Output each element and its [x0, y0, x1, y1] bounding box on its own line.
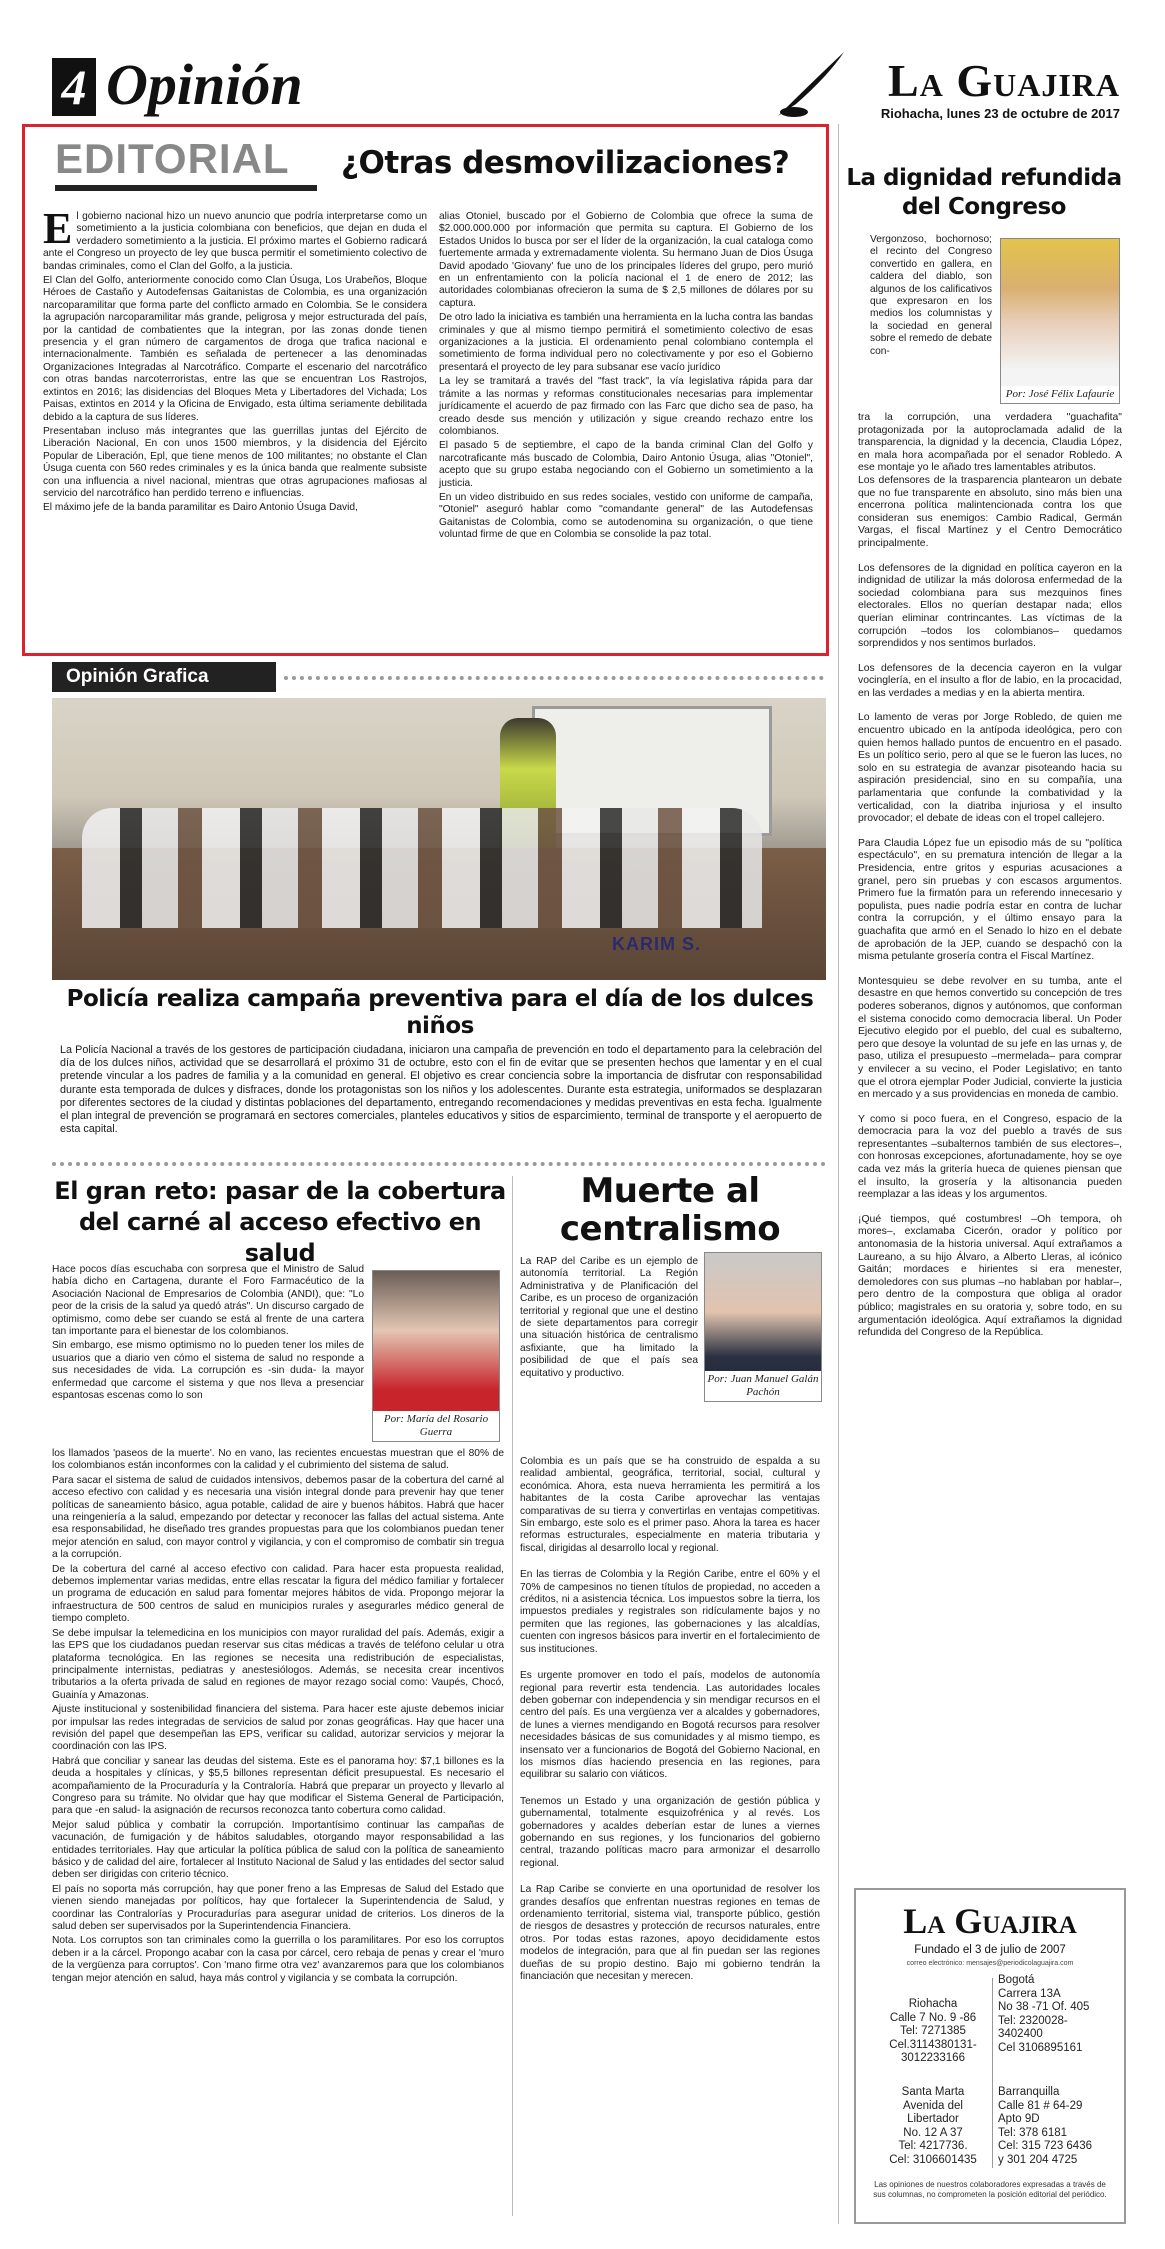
photo-shirt-text: KARIM S.	[612, 934, 701, 954]
office-city: Santa Marta	[901, 2086, 965, 2098]
muerte-paragraph: En las tierras de Colombia y la Región Caribe, entre el 60% y el 70% de campesinos no tienen títulos de propiedad, no acceden a créditos, ni a asistencia técnica. Los impuestos sobre la tierra, los impuestos prediales y registrales son ridículamente bajos y no permiten que las regiones, las gobernaciones y las alcaldías, cuenten con ingresos básicos para invertir en el fortalecimiento de sus instituciones.	[520, 1569, 820, 1655]
muerte-paragraph: La Rap Caribe se convierte en una oportunidad de resolver los grandes desafíos que enfrentan nuestras regiones en temas de ordenamiento territorial, sistema vial, transporte público, gestión de riesgos de desastres y protección de recursos naturales, entre otros. Por todas estas razones, apoyo decididamente estos modelos de integración, para que al fin puedan ser las regiones dueñas de su propio destino. Bajo mi gobierno tendrán la financiación que necesitan y merecen.	[520, 1884, 820, 1983]
editorial-dropcap: E	[43, 204, 73, 253]
office-city: Barranquilla	[998, 2086, 1060, 2098]
dignidad-paragraph: Los defensores de la decencia cayeron en la vulgar vocinglería, en el insulto a flor de labio, en la procacidad, en las verdades a medias y en la abierta mentira.	[858, 662, 1122, 699]
muerte-paragraph: Es urgente promover en todo el país, modelos de autonomía regional para revertir esta tendencia. Las autoridades locales deben gobernar con independencia y sin mendigar recursos en el centro del país. Es una vergüenza ver a alcaldes y gobernadores, de lunes a viernes mendigando en Bogotá recursos para resolver necesidades básicas de sus comunidades y al mismo tiempo, es insensato ver a funcionarios de Bogotá del Gobierno Nacional, en los mismos días haciendo presencia en las regiones, para equilibrar su salario con viáticos.	[520, 1670, 820, 1781]
gran-reto-paragraph: los llamados 'paseos de la muerte'. No en vano, las recientes encuestas muestran que el 80% de los colombianos están inconformes con la calidad y el cubrimiento del sistema de salud.	[52, 1448, 504, 1472]
muerte-paragraph: Colombia es un país que se ha construido de espalda a su realidad ambiental, geográfica, territorial, social, cultural y económica. Ahora, esta nueva herramienta les permitirá a los habitantes de la costa Caribe aprovechar las ventajas comparativas de su tierra y convertirlas en ventajas competitivas. Sin embargo, este solo es el primer paso. Ahora la tarea es hacer reformas estructurales, especialmente en materia tributaria y fiscal, dirigidas al desarrollo local y regional.	[520, 1456, 820, 1554]
muerte-title: Muerte al centralismo	[559, 1171, 781, 1249]
editorial-paragraph: El máximo jefe de la banda paramilitar es Dairo Antonio Úsuga David,	[43, 502, 358, 514]
gran-reto-paragraph: Para sacar el sistema de salud de cuidados intensivos, debemos pasar de la cobertura del carné al acceso efectivo con calidad y es necesaria una visión integral donde para prevenir hay que tener políticas de saneamiento básico, agua potable, calidad de aire y buenos hábitos. Habrá que hacer una reingeniería a la salud, empezando por detectar y reconocer las fallas del actual sistema. Ante esa responsabilidad, he diseñado tres grandes propuestas para que los colombianos puedan tener mejor atención en salud, con mayor control y vigilancia, y con el compromiso de combatir sin tregua a la corrupción.	[52, 1474, 504, 1561]
editorial-paragraph: l gobierno nacional hizo un nuevo anuncio que podría interpretarse como un sometimiento a la justicia colombiana con beneficios, que dejan en duda el verdadero sometimiento a la justicia. El próximo martes el Gobierno radicará ante el Congreso un proyecto de ley que busca permitir el sometimiento colectivo de bandas criminales, como el Clan del Golfo, a la justicia.	[43, 211, 427, 272]
masthead-name: La Guajira	[903, 1901, 1077, 1941]
section-title: Opinión	[106, 52, 303, 117]
dateline: Riohacha, lunes 23 de octubre de 2017	[880, 106, 1120, 121]
dignidad-paragraph: Para Claudia López fue un episodio más de su "política espectáculo", en su prematura intención de llegar a la Presidencia, entre gritos y espurias acusaciones a granel, pero sin pruebas y con escasos argumentos. Primero fue la firmatón para un referendo innecesario y populista, pues nadie podría estar en contra de luchar contra la corrupción, y el último ensayo para la guachafita que armó en el Senado lo hizo en el debate de aprobación de la JEP, cuando se despachó con la misma petulante grosería contra el Fiscal Martínez.	[858, 837, 1122, 963]
gran-reto-title: El gran reto: pasar de la cobertura del carné al acceso efectivo en salud	[54, 1177, 506, 1267]
author-caption: Por: José Félix Lafaurie	[1001, 386, 1119, 403]
editorial-paragraph: En un video distribuido en sus redes sociales, vestido con uniforme de campaña, "Otoniel" aseguró hablar como "comandante general" de las Autodefensas Gaitanistas de Colombia, como se autodenomina su organización, o que tiene voluntad firme de que en Colombia se consolide la paz total.	[439, 491, 813, 541]
dignidad-paragraph: ¡Qué tiempos, qué costumbres! –Oh tempora, oh mores–, exclamaba Cicerón, orador y político por antonomasia de la historia universal. Aquí extrañamos a Laureano, a su hijo Álvaro, a Alberto Lleras, al icónico Gaitán; mordaces e hirientes si era menester, demoledores con sus plumas –no hablaban por hablar–, pero dentro de la compostura que obliga al orador público; magistrales en su oratoria y, sobre todo, en su argumentación ideológica. Aquí extrañamos la dignidad refundida del Congreso de la República.	[858, 1213, 1122, 1339]
gran-reto-body	[52, 1448, 504, 1985]
muerte-body	[520, 1456, 820, 1983]
office-address: Calle 7 No. 9 -86	[889, 2011, 977, 2024]
office-city: Bogotá	[998, 1974, 1035, 1986]
dignidad-paragraph: Los defensores de la dignidad en política cayeron en la indignidad de utilizar la más dolorosa enfermedad de la sociedad colombiana para sus mezquinos fines electorales. Ellos no querían destapar nada; ellos querían eliminar contrincantes. Las víctimas de la corrupción –todos los colombianos– quedamos sorprendidos y nos sentimos burlados.	[858, 562, 1122, 650]
editorial-paragraph: El pasado 5 de septiembre, el capo de la banda criminal Clan del Golfo y narcotraficante más buscado de Colombia, Dairo Antonio Úsuga, alias "Otoniel", acepto que su grupo estaba negociando con el Gobierno un sometimiento a la justicia.	[439, 440, 813, 489]
opinion-grafica-label	[52, 662, 276, 692]
gran-reto-paragraph: Sin embargo, ese mismo optimismo no lo pueden tener los miles de usuarios que a diario ven cómo el sistema de salud no responde a sus necesidades de vida. La corrupción es -sin duda- la mayor enfermedad que carcome el sistema y que nos lleva a presenciar espantosas escenas como lo son	[52, 1340, 364, 1402]
author-caption: Por: María del Rosario Guerra	[373, 1411, 499, 1441]
editorial-paragraph: alias Otoniel, buscado por el Gobierno de Colombia que ofrece la suma de $2.000.000.000 por información que permita su captura. El Gobierno de los Estados Unidos lo busca por ser el líder de la organización, la cual cataloga como fuertemente armada y extremadamente violenta. Su hermano Juan de Dios Úsuga David apodado 'Giovany' fue uno de los principales líderes del grupo, pero murió en un enfrentamiento con la policía nacional el 1 de enero de 2012; las autoridades colombianas ofrecieron la suma de $ 2,5 millones de dólares por su captura.	[439, 211, 813, 309]
masthead-founded: Fundado el 3 de julio de 2007	[914, 1944, 1066, 1956]
editorial-col-1	[43, 204, 427, 515]
editorial-paragraph: La ley se tramitará a través del "fast track", la vía legislativa rápida para dar trámite a las normas y reformas constitucionales necesarias para implementar jurídicamente el acuerdo de paz firmado con las Farc que dicho sea de paso, ha creado desde sus mención y utilización y sigue creando rechazo entre los colombianos.	[439, 376, 813, 437]
gran-reto-paragraph: Mejor salud pública y combatir la corrupción. Importantísimo continuar las campañas de vacunación, de fumigación y de hábitos saludables, otorgando mayor responsabilidad a las entidades territoriales. Hay que articular la política pública de salud con la política de saneamiento básico y de calidad del aire, fortalecer al Instituto Nacional de Salud y las entidades del sector salud deben ser dirigidas con criterio técnico.	[52, 1819, 504, 1881]
gran-reto-paragraph: El país no soporta más corrupción, hay que poner freno a las Empresas de Salud del Estado que vienen siendo manejadas por políticos, hay que fortalecer la Superintendencia de Salud, y coordinar las Contralorías y Procuradurías para asegurar unidad de criterios. Los dineros de la salud deben ser supervisados por la Superintendencia Financiera.	[52, 1883, 504, 1933]
student-group	[82, 808, 762, 928]
masthead-disclaimer: Las opiniones de nuestros colaboradores expresadas a través de sus columnas, no comprometen la posición editorial del periódico.	[873, 2180, 1107, 2199]
muerte-paragraph: Tenemos un Estado y una organización de gestión pública y gubernamental, totalmente esquizofrénica y al revés. Los gobernadores y acaldes deberían estar de lunes a viernes gobernando en sus regiones, y los funcionarios del gobierno central, trazando políticas macro para armonizar el desarrollo regional.	[520, 1795, 820, 1869]
office-divider	[992, 1978, 993, 2168]
author-photo-lafaurie	[1000, 238, 1120, 404]
column-rule	[512, 1176, 513, 2216]
paper-name: La Guajira	[888, 55, 1120, 106]
editorial-paragraph: De otro lado la iniciativa es también una herramienta en la lucha contra las bandas criminales y que al mismo tiempo permitirá el sometimiento colectivo de esas organizaciones a la justicia. El ordenamiento penal colombiano contempla el sometimiento de forma individual pero no colectivamente y por eso el Gobierno presentará el proyecto de ley para subsanar ese vacío jurídico	[439, 312, 813, 373]
dignidad-paragraph: tra la corrupción, una verdadera "guachafita" protagonizada por la autoproclamada adalid de la transparencia, la dignidad y la decencia, Claudia López, en mala hora acompañada por el senador Robledo. A ese montaje yo le añado tres lamentables atributos. Los defensores de la trasparencia plantearon un debate que no fue transparente en absoluto, sino más bien una encerrona política malintencionada contra los que consideran sus enemigos: Cambio Radical, Germán Vargas, el fiscal Martínez y el Centro Democrático principalmente.	[858, 412, 1122, 549]
author-photo-guerra	[372, 1270, 500, 1442]
office-barranquilla	[998, 2086, 1122, 2167]
office-phones: Tel: 378 6181 Cel: 315 723 6436 y 301 204 4725	[998, 2126, 1092, 2166]
editorial-title: ¿Otras desmovilizaciones?	[341, 145, 790, 181]
dignidad-body	[858, 412, 1122, 1340]
dignidad-paragraph: Y como si poco fuera, en el Congreso, espacio de la democracia para la voz del pueblo a través de sus representantes –subalternos también de sus electores–, con honrosas excepciones, afortunadamente, hoy se oye cada vez más la gritería hueca de quienes piensan que el insulto, la grosería y la altisonancia pueden reemplazar a las ideas y los argumentos.	[858, 1113, 1122, 1201]
muerte-intro: La RAP del Caribe es un ejemplo de autonomía territorial. La Región Administrativa y de Planificación del Caribe, es un proceso de organización territorial y regional que une el destino de siete departamentos para corregir una situación histórica de centralismo asfixiante, que ha limitado la posibilidad de que el país sea equitativo y productivo.	[520, 1256, 698, 1379]
office-city: Riohacha	[908, 1998, 958, 2010]
gran-reto-paragraph: Se debe impulsar la telemedicina en los municipios con mayor ruralidad del país. Además, exigir a las EPS que los ciudadanos puedan reservar sus citas médicas a través de teléfono celular u otra plataforma tecnológica. En las regiones se necesita una redistribución de especialistas, principalmente internistas, pediatras y anestesiólogos. Además, se necesita crear incentivos tributarios a la oferta privada de salud en regiones de mayor rezago social como: Vaupés, Chocó, Guainía y Amazonas.	[52, 1627, 504, 1701]
dignidad-intro: Vergonzoso, bochornoso; el recinto del Congreso convertido en gallera, en caldera del diablo, son algunos de los calificativos que expresaron en los medios los columnistas y la sociedad en general sobre el remedo de debate con-	[870, 234, 992, 357]
office-santa-marta	[878, 2086, 988, 2167]
page-header	[0, 0, 1165, 120]
office-address: Calle 81 # 64-29 Apto 9D	[998, 2099, 1083, 2125]
office-address: Avenida del Libertador No. 12 A 37	[903, 2099, 963, 2139]
opinion-grafica-rule	[284, 676, 824, 680]
editorial-paragraph: Presentaban incluso más integrantes que las guerrillas juntas del Ejército de Liberación Nacional, En con unos 1500 miembros, y la disidencia del Ejército Popular de Liberación, Epl, que tiene menos de 100 militantes; no obstante el Clan Úsuga cuenta con 560 redes criminales y es la única banda que realmente subsiste con una influencia a nivel nacional, mientras que otras agrupaciones mafiosas al servicio del narcotráfico han perdido terreno e influencias.	[43, 425, 427, 499]
opinion-grafica-body: La Policía Nacional a través de los gestores de participación ciudadana, iniciaron una campaña de prevención en todo el departamento para la celebración del día de los dulces niños, actividad que se desarrollará el próximo 31 de octubre, esto con el fin de evitar que se presenten hechos que lamentar y en el cual pretende vincular a los padres de familia y a la comunidad en general. El objetivo es crear conciencia sobre la importancia de disfrutar con responsabilidad durante esta temporada de dulces y disfraces, donde los protagonistas son los niños y los adolescentes. Durante esta estrategia, uniformados se desplazaran por diferentes sectores de la ciudad y distintas poblaciones del departamento, entregando recomendaciones y medidas preventivas en esta fecha. Igualmente el plan integral de prevención se programará en sectores comerciales, planteles educativos y sitios de esparcimiento, terminal de transporte y el aeropuerto de esta capital.	[60, 1044, 822, 1136]
author-photo-galan	[704, 1252, 822, 1402]
office-riohacha	[878, 1998, 988, 2066]
office-phones: Tel: 4217736. Cel: 3106601435	[889, 2140, 977, 2166]
masthead-box	[854, 1888, 1126, 2224]
office-phones: Tel: 7271385 Cel.3114380131- 3012233166	[889, 2025, 977, 2064]
editorial-label-rule	[55, 185, 317, 191]
gran-reto-paragraph: Habrá que conciliar y sanear las deudas del sistema. Este es el panorama hoy: $7,1 billones es la deuda a hospitales y clínicas, y $5,5 billones representan déficit presupuestal. Es necesario el acompañamiento de la Procuraduría y la Contraloría. Habrá que preparar un proyecto y llevarlo al Congreso para su trámite. No olvidar que hay que modificar el Sistema General de Participación, para que -en salud- la asignación de recursos reconozca tanto cobertura como calidad.	[52, 1755, 504, 1817]
dignidad-paragraph: Montesquieu se debe revolver en su tumba, ante el desastre en que hemos convertido su concepción de tres poderes soberanos, dignos y autónomos, que conforman el sistema conocido como democracia liberal. Un Poder Ejecutivo elegido por el pueblo, del cual es subalterno, pero que desoye la voluntad de su jefe en las urnas y, de paso, utiliza el presupuesto –mermelada– para comprar y envilecer a su vecino, el Poder Legislativo; en tanto que el otrora ejemplar Poder Judicial, convierte la justicia en mercado y a sus providencias en moneda de cambio.	[858, 975, 1122, 1101]
dignidad-paragraph: Lo lamento de veras por Jorge Robledo, de quien me encuentro ubicado en la antípoda ideológica, pero con quien hemos hallado puntos de encuentro en el pasado. Es un político serio, pero al que se le fueron las luces, no solo en su estrategia de avanzar pisoteando hacia su aspiración presidencial, sino en su compañía, una parlamentaria que confunde la combatividad y la verticalidad, con la diatriba injuriosa y el insulto provocador; el debate de ideas con el tropel callejero.	[858, 712, 1122, 825]
gran-reto-intro	[52, 1264, 364, 1402]
right-column-rule	[838, 124, 839, 2224]
masthead-email: correo electrónico: mensajes@periodicolaguajira.com	[906, 1960, 1074, 1967]
editorial-paragraph: El Clan del Golfo, anteriormente conocido como Clan Úsuga, Los Urabeños, Bloque Héroes de Castaño y Autodefensas Gaitanistas de Colombia, es una organización narcoparamilitar que forma parte del conflicto armado en Colombia. Se le considera la agrupación narcoparamilitar más grande, peligrosa y mejor estructurada del país, por la cantidad de combatientes que la integran, por las zonas donde tienen presencia y el gran número de cargamentos de droga que trafica nacional e internacionalmente. También es señalada de pertenecer a las denominadas Organizaciones Integradas al Narcotráfico. Comparte el escenario del narcotráfico con otras bandas narcoterroristas, entre las que se encuentran Los Rastrojos, extintos en 2016; las disidencias del Bloques Meta y Libertadores del Vichada; Los Paisas, extintos en 2014 y la Oficina de Envigado, esta última seriamente debilitada debido a la captura de sus líderes.	[43, 275, 427, 423]
office-phones: Tel: 2320028- 3402400 Cel 3106895161	[998, 2014, 1083, 2054]
gran-reto-paragraph: De la cobertura del carné al acceso efectivo con calidad. Para hacer esta propuesta realidad, debemos implementar varias medidas, entre ellas rescatar la figura del médico familiar y fortalecer un programa de educación en salud para fomentar mejores hábitos de vida. Propongo mejorar la infraestructura de 500 centros de salud en municipios rurales y asegurarles médico general de tiempo completo.	[52, 1563, 504, 1625]
opinion-grafica-headline: Policía realiza campaña preventiva para el día de los dulces niños	[66, 986, 814, 1039]
editorial-box	[22, 124, 829, 656]
classroom-photo	[52, 698, 826, 980]
opinion-grafica-label-text: Opinión Grafica	[66, 666, 209, 687]
dignidad-title: La dignidad refundida del Congreso	[846, 165, 1122, 220]
author-caption: Por: Juan Manuel Galán Pachón	[705, 1371, 821, 1401]
office-bogota	[998, 1974, 1122, 2055]
office-address: Carrera 13A No 38 -71 Of. 405	[998, 1987, 1090, 2013]
page-number: 4	[52, 58, 96, 116]
section-divider	[52, 1162, 826, 1166]
editorial-col-2	[439, 211, 813, 542]
editorial-label: EDITORIAL	[55, 135, 290, 182]
gran-reto-paragraph: Nota. Los corruptos son tan criminales como la guerrilla o los paramilitares. Por eso los corruptos deben ir a la cárcel. Propongo acabar con la casa por cárcel, cero rebaja de penas y crear el 'muro de la vergüenza para corruptos'. Con 'mano firme otra vez' avanzaremos para que los colombianos tengan mejor atención en salud, haya más control y vigilancia y se combata la corrupción.	[52, 1935, 504, 1984]
gran-reto-paragraph: Hace pocos días escuchaba con sorpresa que el Ministro de Salud había dicho en Cartagena, durante el Foro Farmacéutico de la Asociación Nacional de Empresarios de Colombia (ANDI), que: "Lo peor de la crisis de la salud ya quedó atrás". Un discurso cargado de optimismo, como debe ser cuando se está al frente de una cartera tan importante para el bienestar de los colombianos.	[52, 1264, 364, 1338]
gran-reto-paragraph: Ajuste institucional y sostenibilidad financiera del sistema. Para hacer este ajuste debemos iniciar por impulsar las redes integradas de servicios de salud por zonas geográficas. Hay que hacer una revisión del papel que desempeñan las EPS, verificar su calidad, autorizar servicios y mejorar la coordinación con las IPS.	[52, 1704, 504, 1753]
